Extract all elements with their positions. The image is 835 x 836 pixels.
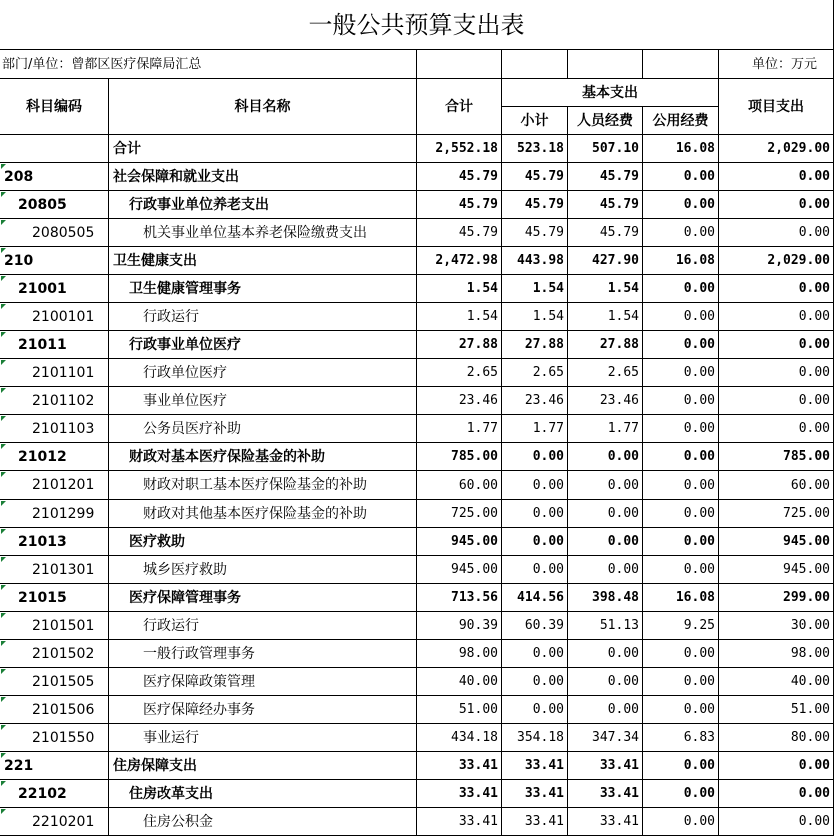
row-total: 434.18: [417, 724, 502, 752]
row-public: 0.00: [643, 387, 719, 415]
row-public: 0.00: [643, 163, 719, 191]
row-personnel: 1.54: [568, 303, 643, 331]
row-public: 0.00: [643, 331, 719, 359]
row-total: 23.46: [417, 387, 502, 415]
page-title: 一般公共预算支出表: [0, 0, 834, 50]
row-personnel: 33.41: [568, 808, 643, 836]
cell-marker-icon: [1, 164, 6, 169]
row-code: 2101501: [0, 612, 109, 640]
header-basic: 基本支出: [502, 79, 719, 107]
row-subtotal: 0.00: [502, 443, 568, 471]
row-public: 0.00: [643, 359, 719, 387]
row-name: 医疗保障管理事务: [109, 584, 417, 612]
row-name: 行政事业单位养老支出: [109, 191, 417, 219]
row-project: 30.00: [719, 612, 834, 640]
row-code: [0, 135, 109, 163]
row-project: 98.00: [719, 640, 834, 668]
row-project: 0.00: [719, 163, 834, 191]
row-total: 1.54: [417, 275, 502, 303]
empty-cell: [417, 50, 502, 79]
row-total: 60.00: [417, 471, 502, 500]
row-subtotal: 45.79: [502, 163, 568, 191]
row-public: 0.00: [643, 808, 719, 836]
cell-marker-icon: [1, 444, 6, 449]
empty-cell: [643, 50, 719, 79]
row-public: 0.00: [643, 415, 719, 443]
row-public: 0.00: [643, 780, 719, 808]
cell-marker-icon: [1, 276, 6, 281]
row-project: 2,029.00: [719, 135, 834, 163]
row-personnel: 45.79: [568, 163, 643, 191]
row-project: 0.00: [719, 331, 834, 359]
row-public: 0.00: [643, 640, 719, 668]
row-subtotal: 0.00: [502, 640, 568, 668]
cell-marker-icon: [1, 585, 6, 590]
row-total: 33.41: [417, 780, 502, 808]
row-personnel: 0.00: [568, 443, 643, 471]
row-code: 2101502: [0, 640, 109, 668]
cell-marker-icon: [1, 781, 6, 786]
row-personnel: 2.65: [568, 359, 643, 387]
row-subtotal: 33.41: [502, 808, 568, 836]
row-subtotal: 0.00: [502, 668, 568, 696]
row-total: 27.88: [417, 331, 502, 359]
row-name: 行政单位医疗: [109, 359, 417, 387]
cell-marker-icon: [1, 725, 6, 730]
row-name: 行政事业单位医疗: [109, 331, 417, 359]
cell-marker-icon: [1, 669, 6, 674]
row-code: 2101103: [0, 415, 109, 443]
row-public: 0.00: [643, 303, 719, 331]
row-project: 0.00: [719, 808, 834, 836]
row-project: 945.00: [719, 556, 834, 584]
row-total: 45.79: [417, 191, 502, 219]
row-name: 医疗保障经办事务: [109, 696, 417, 724]
row-public: 6.83: [643, 724, 719, 752]
row-public: 0.00: [643, 500, 719, 528]
row-name: 住房保障支出: [109, 752, 417, 780]
row-name: 卫生健康管理事务: [109, 275, 417, 303]
header-name: 科目名称: [109, 79, 417, 135]
row-total: 2,552.18: [417, 135, 502, 163]
row-total: 945.00: [417, 528, 502, 556]
header-subtotal: 小计: [502, 107, 568, 135]
row-subtotal: 354.18: [502, 724, 568, 752]
row-public: 0.00: [643, 668, 719, 696]
row-public: 0.00: [643, 696, 719, 724]
row-code: 221: [0, 752, 109, 780]
row-total: 945.00: [417, 556, 502, 584]
row-subtotal: 523.18: [502, 135, 568, 163]
row-code: 2101102: [0, 387, 109, 415]
row-personnel: 347.34: [568, 724, 643, 752]
row-code: 2101506: [0, 696, 109, 724]
row-code: 21011: [0, 331, 109, 359]
row-subtotal: 0.00: [502, 556, 568, 584]
row-project: 2,029.00: [719, 247, 834, 275]
header-public: 公用经费: [643, 107, 719, 135]
cell-marker-icon: [1, 388, 6, 393]
row-subtotal: 1.54: [502, 303, 568, 331]
row-project: 945.00: [719, 528, 834, 556]
row-personnel: 398.48: [568, 584, 643, 612]
row-project: 80.00: [719, 724, 834, 752]
row-subtotal: 45.79: [502, 191, 568, 219]
row-name: 住房公积金: [109, 808, 417, 836]
row-name: 合计: [109, 135, 417, 163]
row-name: 社会保障和就业支出: [109, 163, 417, 191]
row-name: 财政对基本医疗保险基金的补助: [109, 443, 417, 471]
row-project: 0.00: [719, 752, 834, 780]
cell-marker-icon: [1, 557, 6, 562]
row-project: 60.00: [719, 471, 834, 500]
row-subtotal: 45.79: [502, 219, 568, 247]
cell-marker-icon: [1, 529, 6, 534]
row-subtotal: 414.56: [502, 584, 568, 612]
empty-cell: [568, 50, 643, 79]
row-subtotal: 33.41: [502, 780, 568, 808]
row-code: 2210201: [0, 808, 109, 836]
row-total: 51.00: [417, 696, 502, 724]
cell-marker-icon: [1, 641, 6, 646]
cell-marker-icon: [1, 613, 6, 618]
row-project: 51.00: [719, 696, 834, 724]
row-project: 0.00: [719, 275, 834, 303]
cell-marker-icon: [1, 192, 6, 197]
row-name: 卫生健康支出: [109, 247, 417, 275]
cell-marker-icon: [1, 697, 6, 702]
row-total: 2,472.98: [417, 247, 502, 275]
row-code: 2101505: [0, 668, 109, 696]
cell-marker-icon: [1, 304, 6, 309]
row-subtotal: 443.98: [502, 247, 568, 275]
unit-label: 单位：万元: [719, 50, 834, 79]
row-total: 98.00: [417, 640, 502, 668]
row-personnel: 33.41: [568, 752, 643, 780]
row-project: 0.00: [719, 303, 834, 331]
header-total: 合计: [417, 79, 502, 135]
header-personnel: 人员经费: [568, 107, 643, 135]
row-personnel: 0.00: [568, 500, 643, 528]
row-total: 40.00: [417, 668, 502, 696]
row-project: 299.00: [719, 584, 834, 612]
row-name: 行政运行: [109, 612, 417, 640]
row-subtotal: 27.88: [502, 331, 568, 359]
row-code: 208: [0, 163, 109, 191]
row-personnel: 0.00: [568, 668, 643, 696]
row-name: 公务员医疗补助: [109, 415, 417, 443]
row-project: 0.00: [719, 191, 834, 219]
row-project: 725.00: [719, 500, 834, 528]
empty-cell: [502, 50, 568, 79]
row-project: 0.00: [719, 219, 834, 247]
row-personnel: 23.46: [568, 387, 643, 415]
row-total: 45.79: [417, 163, 502, 191]
row-name: 行政运行: [109, 303, 417, 331]
row-name: 财政对职工基本医疗保险基金的补助: [109, 471, 417, 500]
cell-marker-icon: [1, 501, 6, 506]
row-code: 21013: [0, 528, 109, 556]
row-total: 785.00: [417, 443, 502, 471]
row-public: 0.00: [643, 556, 719, 584]
row-personnel: 0.00: [568, 640, 643, 668]
cell-marker-icon: [1, 332, 6, 337]
department-label: 部门/单位：曾都区医疗保障局汇总: [0, 50, 417, 79]
row-name: 机关事业单位基本养老保险缴费支出: [109, 219, 417, 247]
row-personnel: 0.00: [568, 696, 643, 724]
row-public: 0.00: [643, 752, 719, 780]
row-public: 16.08: [643, 135, 719, 163]
row-personnel: 0.00: [568, 556, 643, 584]
row-total: 2.65: [417, 359, 502, 387]
row-code: 21012: [0, 443, 109, 471]
header-project: 项目支出: [719, 79, 834, 135]
row-project: 40.00: [719, 668, 834, 696]
row-public: 9.25: [643, 612, 719, 640]
cell-marker-icon: [1, 809, 6, 814]
row-subtotal: 33.41: [502, 752, 568, 780]
row-total: 713.56: [417, 584, 502, 612]
row-name: 事业单位医疗: [109, 387, 417, 415]
row-subtotal: 0.00: [502, 471, 568, 500]
row-total: 90.39: [417, 612, 502, 640]
row-name: 医疗保障政策管理: [109, 668, 417, 696]
row-personnel: 27.88: [568, 331, 643, 359]
row-public: 0.00: [643, 471, 719, 500]
row-code: 22102: [0, 780, 109, 808]
row-total: 1.54: [417, 303, 502, 331]
row-total: 725.00: [417, 500, 502, 528]
cell-marker-icon: [1, 416, 6, 421]
row-name: 事业运行: [109, 724, 417, 752]
row-project: 785.00: [719, 443, 834, 471]
row-personnel: 0.00: [568, 471, 643, 500]
row-name: 财政对其他基本医疗保险基金的补助: [109, 500, 417, 528]
row-personnel: 1.77: [568, 415, 643, 443]
cell-marker-icon: [1, 753, 6, 758]
row-public: 0.00: [643, 191, 719, 219]
row-code: 21015: [0, 584, 109, 612]
row-code: 2100101: [0, 303, 109, 331]
row-total: 33.41: [417, 752, 502, 780]
row-project: 0.00: [719, 387, 834, 415]
row-code: 2101101: [0, 359, 109, 387]
row-name: 住房改革支出: [109, 780, 417, 808]
cell-marker-icon: [1, 220, 6, 225]
row-personnel: 0.00: [568, 528, 643, 556]
row-total: 33.41: [417, 808, 502, 836]
row-code: 2101550: [0, 724, 109, 752]
row-personnel: 33.41: [568, 780, 643, 808]
row-total: 1.77: [417, 415, 502, 443]
row-code: 2101299: [0, 500, 109, 528]
cell-marker-icon: [1, 472, 6, 477]
header-code: 科目编码: [0, 79, 109, 135]
row-subtotal: 60.39: [502, 612, 568, 640]
row-public: 0.00: [643, 443, 719, 471]
row-public: 16.08: [643, 247, 719, 275]
row-code: 2080505: [0, 219, 109, 247]
row-personnel: 51.13: [568, 612, 643, 640]
row-name: 医疗救助: [109, 528, 417, 556]
row-subtotal: 1.77: [502, 415, 568, 443]
row-project: 0.00: [719, 359, 834, 387]
row-subtotal: 0.00: [502, 696, 568, 724]
row-personnel: 45.79: [568, 219, 643, 247]
row-personnel: 427.90: [568, 247, 643, 275]
row-public: 0.00: [643, 528, 719, 556]
row-code: 20805: [0, 191, 109, 219]
row-code: 210: [0, 247, 109, 275]
row-name: 一般行政管理事务: [109, 640, 417, 668]
row-personnel: 1.54: [568, 275, 643, 303]
row-project: 0.00: [719, 415, 834, 443]
row-subtotal: 1.54: [502, 275, 568, 303]
row-subtotal: 2.65: [502, 359, 568, 387]
cell-marker-icon: [1, 248, 6, 253]
row-code: 2101301: [0, 556, 109, 584]
row-personnel: 45.79: [568, 191, 643, 219]
row-name: 城乡医疗救助: [109, 556, 417, 584]
row-public: 16.08: [643, 584, 719, 612]
row-public: 0.00: [643, 219, 719, 247]
row-public: 0.00: [643, 275, 719, 303]
row-code: 2101201: [0, 471, 109, 500]
row-subtotal: 23.46: [502, 387, 568, 415]
row-subtotal: 0.00: [502, 528, 568, 556]
cell-marker-icon: [1, 360, 6, 365]
row-total: 45.79: [417, 219, 502, 247]
row-personnel: 507.10: [568, 135, 643, 163]
row-project: 0.00: [719, 780, 834, 808]
row-code: 21001: [0, 275, 109, 303]
row-subtotal: 0.00: [502, 500, 568, 528]
